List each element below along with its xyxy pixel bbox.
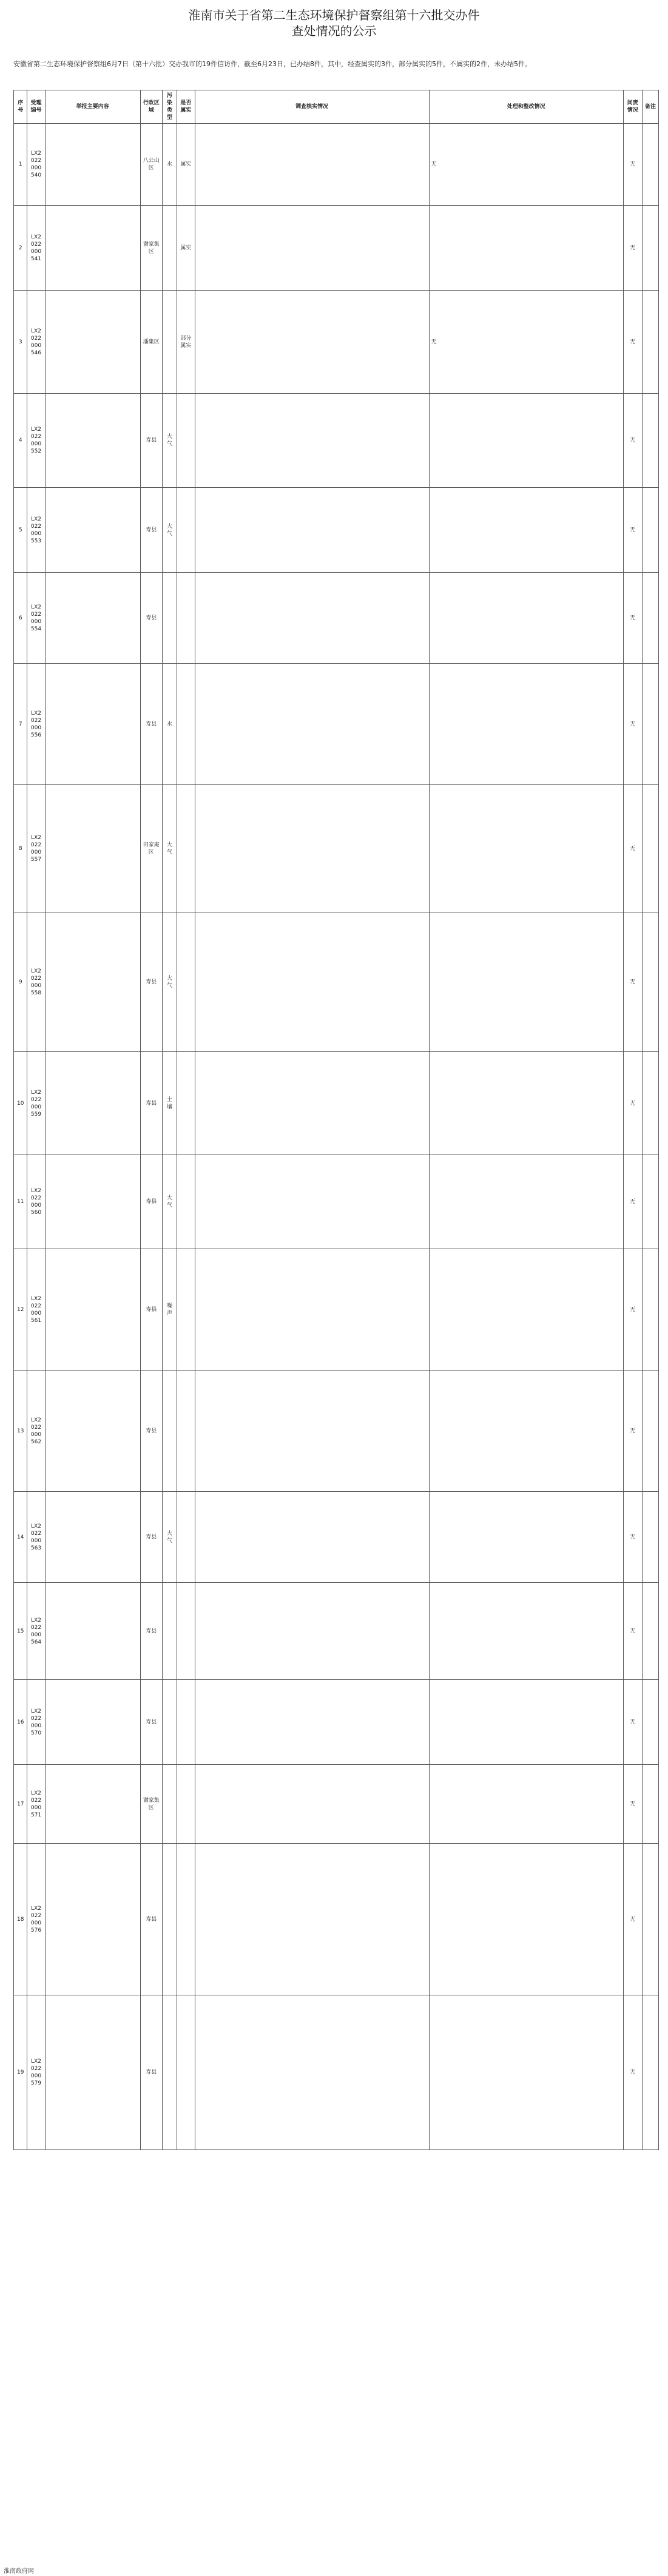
col-header-region: 行政区域 — [140, 90, 162, 124]
row-handling — [429, 1155, 623, 1249]
row-investigation — [195, 394, 429, 488]
row-investigation — [195, 1680, 429, 1765]
row-type — [162, 1765, 177, 1844]
row-content — [45, 1052, 140, 1155]
row-content — [45, 785, 140, 912]
row-no: 12 — [14, 1249, 27, 1371]
row-verified — [177, 1765, 195, 1844]
row-verified — [177, 1249, 195, 1371]
row-investigation — [195, 1492, 429, 1583]
table-row — [14, 1492, 659, 1583]
row-no: 15 — [14, 1583, 27, 1680]
row-type — [162, 1995, 177, 2150]
row-verified — [177, 1583, 195, 1680]
row-code: LX2022000560 — [27, 1155, 45, 1249]
row-verified — [177, 394, 195, 488]
row-no: 7 — [14, 664, 27, 785]
row-investigation — [195, 1052, 429, 1155]
table-row — [14, 206, 659, 291]
row-accountability: 无 — [623, 394, 642, 488]
row-verified — [177, 1371, 195, 1492]
intro-paragraph: 安徽省第二生态环境保护督察组6月7日（第十六批）交办我市的19件信访件，截至6月23日，已办结8件，其中，经查属实的3件，部分属实的5件，不属实的2件，未办结5件。 — [13, 60, 531, 68]
row-accountability: 无 — [623, 1680, 642, 1765]
row-investigation — [195, 1371, 429, 1492]
row-region: 寿县 — [140, 664, 162, 785]
table-row — [14, 1995, 659, 2150]
row-remark — [642, 573, 658, 664]
row-remark — [642, 1371, 658, 1492]
table-header-row — [14, 90, 659, 124]
row-region: 寿县 — [140, 1249, 162, 1371]
col-header-code: 受理编号 — [27, 90, 45, 124]
row-accountability: 无 — [623, 785, 642, 912]
row-no: 17 — [14, 1765, 27, 1844]
row-handling — [429, 1583, 623, 1680]
table-row — [14, 1052, 659, 1155]
row-content — [45, 1583, 140, 1680]
row-region: 寿县 — [140, 912, 162, 1052]
row-code: LX2022000554 — [27, 573, 45, 664]
row-investigation — [195, 1995, 429, 2150]
row-code: LX2022000576 — [27, 1844, 45, 1995]
row-accountability: 无 — [623, 124, 642, 206]
row-accountability: 无 — [623, 1052, 642, 1155]
row-accountability: 无 — [623, 206, 642, 291]
row-remark — [642, 1995, 658, 2150]
row-accountability: 无 — [623, 1155, 642, 1249]
row-remark — [642, 206, 658, 291]
row-code: LX2022000570 — [27, 1680, 45, 1765]
row-handling: 无 — [429, 124, 623, 206]
row-region: 寿县 — [140, 1155, 162, 1249]
row-no: 6 — [14, 573, 27, 664]
row-type: 大气 — [162, 394, 177, 488]
footer-source-text: 淮南政府网 — [4, 2568, 34, 2575]
row-content — [45, 1844, 140, 1995]
row-remark — [642, 291, 658, 394]
row-region: 寿县 — [140, 1844, 162, 1995]
row-remark — [642, 124, 658, 206]
row-code: LX2022000556 — [27, 664, 45, 785]
row-content — [45, 1155, 140, 1249]
row-handling — [429, 1052, 623, 1155]
row-type: 大气 — [162, 1155, 177, 1249]
page-subtitle: 查处情况的公示 — [291, 24, 377, 38]
col-header-investigation: 调查核实情况 — [195, 90, 429, 124]
row-code: LX2022000571 — [27, 1765, 45, 1844]
row-verified — [177, 1680, 195, 1765]
row-verified — [177, 1492, 195, 1583]
row-code: LX2022000546 — [27, 291, 45, 394]
row-no: 3 — [14, 291, 27, 394]
col-header-accountability: 问责情况 — [623, 90, 642, 124]
row-region: 寿县 — [140, 1583, 162, 1680]
row-remark — [642, 1583, 658, 1680]
row-investigation — [195, 291, 429, 394]
cases-table — [13, 90, 659, 2150]
col-header-no: 序号 — [14, 90, 27, 124]
row-region: 寿县 — [140, 1052, 162, 1155]
row-remark — [642, 1492, 658, 1583]
table-row — [14, 664, 659, 785]
row-region: 潘集区 — [140, 291, 162, 394]
row-accountability: 无 — [623, 1844, 642, 1995]
col-header-handling: 处理和整改情况 — [429, 90, 623, 124]
row-handling — [429, 488, 623, 573]
row-region: 寿县 — [140, 394, 162, 488]
table-row — [14, 1765, 659, 1844]
row-content — [45, 1492, 140, 1583]
row-region: 寿县 — [140, 488, 162, 573]
row-type — [162, 1371, 177, 1492]
row-content — [45, 488, 140, 573]
col-header-verified: 是否属实 — [177, 90, 195, 124]
row-code: LX2022000557 — [27, 785, 45, 912]
row-content — [45, 912, 140, 1052]
row-handling — [429, 1249, 623, 1371]
row-investigation — [195, 488, 429, 573]
row-region: 寿县 — [140, 1680, 162, 1765]
row-type — [162, 206, 177, 291]
row-accountability: 无 — [623, 1765, 642, 1844]
row-handling — [429, 206, 623, 291]
row-investigation — [195, 1844, 429, 1995]
row-content — [45, 664, 140, 785]
row-verified — [177, 1155, 195, 1249]
row-no: 10 — [14, 1052, 27, 1155]
row-no: 5 — [14, 488, 27, 573]
row-investigation — [195, 1155, 429, 1249]
col-header-type: 污染类型 — [162, 90, 177, 124]
row-investigation — [195, 1583, 429, 1680]
row-region: 八公山区 — [140, 124, 162, 206]
row-region: 谢家集区 — [140, 1765, 162, 1844]
table-row — [14, 1371, 659, 1492]
table-row — [14, 488, 659, 573]
row-verified — [177, 488, 195, 573]
row-region: 寿县 — [140, 1492, 162, 1583]
row-code: LX2022000541 — [27, 206, 45, 291]
table-row — [14, 1249, 659, 1371]
row-type: 大气 — [162, 488, 177, 573]
row-type — [162, 1680, 177, 1765]
row-remark — [642, 1249, 658, 1371]
row-type — [162, 1583, 177, 1680]
row-content — [45, 394, 140, 488]
row-verified — [177, 785, 195, 912]
row-no: 16 — [14, 1680, 27, 1765]
table-row — [14, 291, 659, 394]
col-header-remark: 备注 — [642, 90, 658, 124]
row-investigation — [195, 664, 429, 785]
row-region: 寿县 — [140, 573, 162, 664]
row-no: 14 — [14, 1492, 27, 1583]
row-verified: 部分属实 — [177, 291, 195, 394]
table-row — [14, 573, 659, 664]
row-content — [45, 1249, 140, 1371]
row-type: 大气 — [162, 785, 177, 912]
row-content — [45, 573, 140, 664]
table-row — [14, 785, 659, 912]
page-title: 淮南市关于省第二生态环境保护督察组第十六批交办件 — [188, 8, 480, 22]
row-handling — [429, 785, 623, 912]
row-type: 噪声 — [162, 1249, 177, 1371]
row-no: 9 — [14, 912, 27, 1052]
row-content — [45, 291, 140, 394]
table-row — [14, 1844, 659, 1995]
row-code: LX2022000561 — [27, 1249, 45, 1371]
row-code: LX2022000579 — [27, 1995, 45, 2150]
row-investigation — [195, 124, 429, 206]
row-code: LX2022000553 — [27, 488, 45, 573]
title-block — [0, 7, 668, 39]
row-content — [45, 1765, 140, 1844]
row-accountability: 无 — [623, 912, 642, 1052]
row-no: 13 — [14, 1371, 27, 1492]
row-investigation — [195, 912, 429, 1052]
table-row — [14, 394, 659, 488]
row-remark — [642, 394, 658, 488]
row-handling — [429, 912, 623, 1052]
row-content — [45, 206, 140, 291]
row-verified — [177, 1995, 195, 2150]
row-verified: 属实 — [177, 206, 195, 291]
row-type — [162, 1844, 177, 1995]
footer-source — [4, 2566, 34, 2575]
row-code: LX2022000563 — [27, 1492, 45, 1583]
row-handling — [429, 1995, 623, 2150]
table-row — [14, 1680, 659, 1765]
row-verified — [177, 664, 195, 785]
row-no: 8 — [14, 785, 27, 912]
row-verified — [177, 1052, 195, 1155]
row-remark — [642, 488, 658, 573]
row-remark — [642, 1844, 658, 1995]
row-accountability: 无 — [623, 1249, 642, 1371]
table-row — [14, 1583, 659, 1680]
row-handling — [429, 1765, 623, 1844]
row-accountability: 无 — [623, 664, 642, 785]
row-no: 1 — [14, 124, 27, 206]
row-code: LX2022000540 — [27, 124, 45, 206]
row-type: 水 — [162, 124, 177, 206]
row-type: 土壤 — [162, 1052, 177, 1155]
table-row — [14, 124, 659, 206]
row-region: 寿县 — [140, 1371, 162, 1492]
row-accountability: 无 — [623, 1995, 642, 2150]
row-accountability: 无 — [623, 1371, 642, 1492]
row-region: 寿县 — [140, 1995, 162, 2150]
row-investigation — [195, 1765, 429, 1844]
row-region: 谢家集区 — [140, 206, 162, 291]
row-investigation — [195, 785, 429, 912]
row-no: 19 — [14, 1995, 27, 2150]
row-remark — [642, 1765, 658, 1844]
row-handling — [429, 394, 623, 488]
row-code: LX2022000559 — [27, 1052, 45, 1155]
row-no: 2 — [14, 206, 27, 291]
row-code: LX2022000558 — [27, 912, 45, 1052]
row-verified — [177, 573, 195, 664]
row-investigation — [195, 573, 429, 664]
row-handling — [429, 1371, 623, 1492]
table-row — [14, 1155, 659, 1249]
row-handling: 无 — [429, 291, 623, 394]
row-content — [45, 124, 140, 206]
row-handling — [429, 573, 623, 664]
row-verified — [177, 1844, 195, 1995]
row-verified — [177, 912, 195, 1052]
row-accountability: 无 — [623, 1492, 642, 1583]
row-code: LX2022000564 — [27, 1583, 45, 1680]
row-code: LX2022000562 — [27, 1371, 45, 1492]
row-remark — [642, 912, 658, 1052]
row-accountability: 无 — [623, 488, 642, 573]
row-investigation — [195, 206, 429, 291]
row-handling — [429, 664, 623, 785]
row-handling — [429, 1492, 623, 1583]
row-remark — [642, 664, 658, 785]
row-content — [45, 1995, 140, 2150]
row-verified: 属实 — [177, 124, 195, 206]
row-no: 18 — [14, 1844, 27, 1995]
row-type: 水 — [162, 664, 177, 785]
row-type: 大气 — [162, 1492, 177, 1583]
row-type — [162, 573, 177, 664]
row-handling — [429, 1844, 623, 1995]
row-code: LX2022000552 — [27, 394, 45, 488]
row-investigation — [195, 1249, 429, 1371]
row-region: 田家庵区 — [140, 785, 162, 912]
row-remark — [642, 1155, 658, 1249]
row-type: 大气 — [162, 912, 177, 1052]
col-header-content: 举报主要内容 — [45, 90, 140, 124]
row-no: 4 — [14, 394, 27, 488]
row-handling — [429, 1680, 623, 1765]
row-remark — [642, 785, 658, 912]
row-accountability: 无 — [623, 573, 642, 664]
row-remark — [642, 1680, 658, 1765]
row-remark — [642, 1052, 658, 1155]
row-content — [45, 1680, 140, 1765]
row-accountability: 无 — [623, 291, 642, 394]
row-content — [45, 1371, 140, 1492]
row-accountability: 无 — [623, 1583, 642, 1680]
row-type — [162, 291, 177, 394]
row-no: 11 — [14, 1155, 27, 1249]
table-row — [14, 912, 659, 1052]
